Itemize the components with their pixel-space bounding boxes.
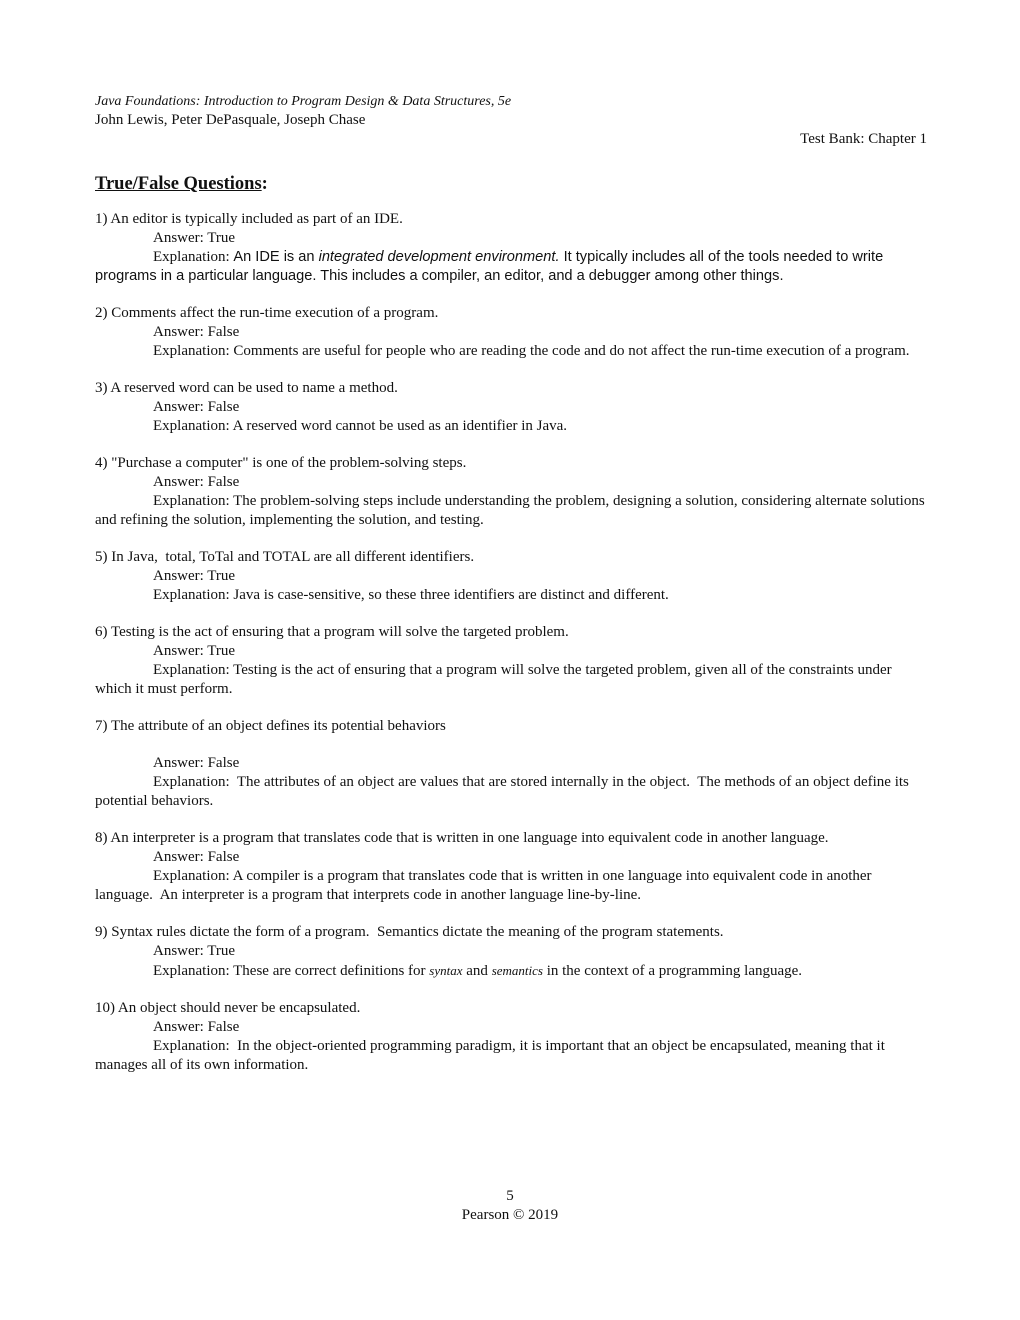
explanation-text <box>95 961 927 981</box>
question-text: 2) Comments affect the run-time execution of a program. <box>95 305 439 321</box>
explanation-part-c: It typically includes all of the tools needed to write programs in a particular language. This includes a compiler, an editor, and a debugger among other things. <box>95 249 884 284</box>
explanation-italic-syntax: syntax <box>429 963 463 978</box>
answer-text: Answer: False <box>153 755 240 771</box>
document-page <box>95 93 927 1093</box>
answer-text: Answer: False <box>153 849 240 865</box>
section-title <box>95 172 927 196</box>
question-8 <box>95 829 927 905</box>
question-6 <box>95 623 927 699</box>
question-text: 10) An object should never be encapsulated. <box>95 1000 361 1016</box>
question-9 <box>95 923 927 981</box>
test-bank-label: Test Bank: Chapter 1 <box>800 131 927 147</box>
question-list <box>95 210 927 1075</box>
explanation-text: Explanation: The attributes of an object are values that are stored internally in the object. The methods of an object define its potential behaviors. <box>95 774 913 809</box>
explanation-text: Explanation: In the object-oriented programming paradigm, it is important that an object be encapsulated, meaning that it manages all of its own information. <box>95 1038 889 1073</box>
question-text: 9) Syntax rules dictate the form of a program. Semantics dictate the meaning of the program statements. <box>95 924 724 940</box>
question-text: 6) Testing is the act of ensuring that a program will solve the targeted problem. <box>95 624 569 640</box>
explanation-prefix: Explanation: <box>153 249 234 265</box>
blank-line <box>95 736 927 754</box>
question-text: 8) An interpreter is a program that translates code that is written in one language into equivalent code in another language. <box>95 830 829 846</box>
question-text: 1) An editor is typically included as part of an IDE. <box>95 211 403 227</box>
explanation-text: Explanation: Comments are useful for people who are reading the code and do not affect the run-time execution of a program. <box>153 343 910 359</box>
question-7 <box>95 717 927 811</box>
explanation-text: Explanation: Testing is the act of ensuring that a program will solve the targeted problem, given all of the constraints under which it must perform. <box>95 662 892 697</box>
page-footer <box>0 1187 1020 1225</box>
answer-text: Answer: False <box>153 324 240 340</box>
question-2 <box>95 304 927 361</box>
answer-text: Answer: False <box>153 399 240 415</box>
explanation-italic-term: integrated development environment. <box>318 249 560 265</box>
answer-text: Answer: False <box>153 1019 240 1035</box>
answer-text: Answer: True <box>153 568 236 584</box>
answer-text: Answer: True <box>153 643 236 659</box>
explanation-text: Explanation: Java is case-sensitive, so these three identifiers are distinct and different. <box>153 587 669 603</box>
authors: John Lewis, Peter DePasquale, Joseph Chase <box>95 112 366 128</box>
question-4 <box>95 454 927 530</box>
explanation-text <box>95 248 927 286</box>
explanation-text: Explanation: A reserved word cannot be used as an identifier in Java. <box>153 418 568 434</box>
question-1 <box>95 210 927 286</box>
answer-text: Answer: True <box>153 230 236 246</box>
explanation-text: Explanation: The problem-solving steps include understanding the problem, designing a solution, considering alternate solutions and refining the solution, implementing the solution, and testing. <box>95 493 925 528</box>
copyright: Pearson © 2019 <box>461 1207 559 1223</box>
section-title-colon: : <box>261 174 268 194</box>
question-text: 3) A reserved word can be used to name a method. <box>95 380 398 396</box>
explanation-part-e: in the context of a programming language. <box>542 963 803 979</box>
explanation-part-c: and <box>462 963 492 979</box>
explanation-part-a: An IDE is an <box>233 249 319 265</box>
question-text: 5) In Java, total, ToTal and TOTAL are all different identifiers. <box>95 549 475 565</box>
explanation-part-a: Explanation: These are correct definitions for <box>153 963 430 979</box>
question-5 <box>95 548 927 605</box>
answer-text: Answer: True <box>153 943 236 959</box>
question-3 <box>95 379 927 436</box>
explanation-italic-semantics: semantics <box>491 963 543 978</box>
answer-text: Answer: False <box>153 474 240 490</box>
question-10 <box>95 999 927 1075</box>
book-title: Java Foundations: Introduction to Program Design & Data Structures, 5e <box>95 94 512 109</box>
question-text: 7) The attribute of an object defines its potential behaviors <box>95 718 446 734</box>
explanation-text: Explanation: A compiler is a program that translates code that is written in one language into equivalent code in another language. An interpreter is a program that interprets code in another language line-by-line. <box>95 868 876 903</box>
section-title-text: True/False Questions <box>95 174 262 194</box>
page-number: 5 <box>506 1188 514 1204</box>
question-text: 4) "Purchase a computer" is one of the problem-solving steps. <box>95 455 467 471</box>
